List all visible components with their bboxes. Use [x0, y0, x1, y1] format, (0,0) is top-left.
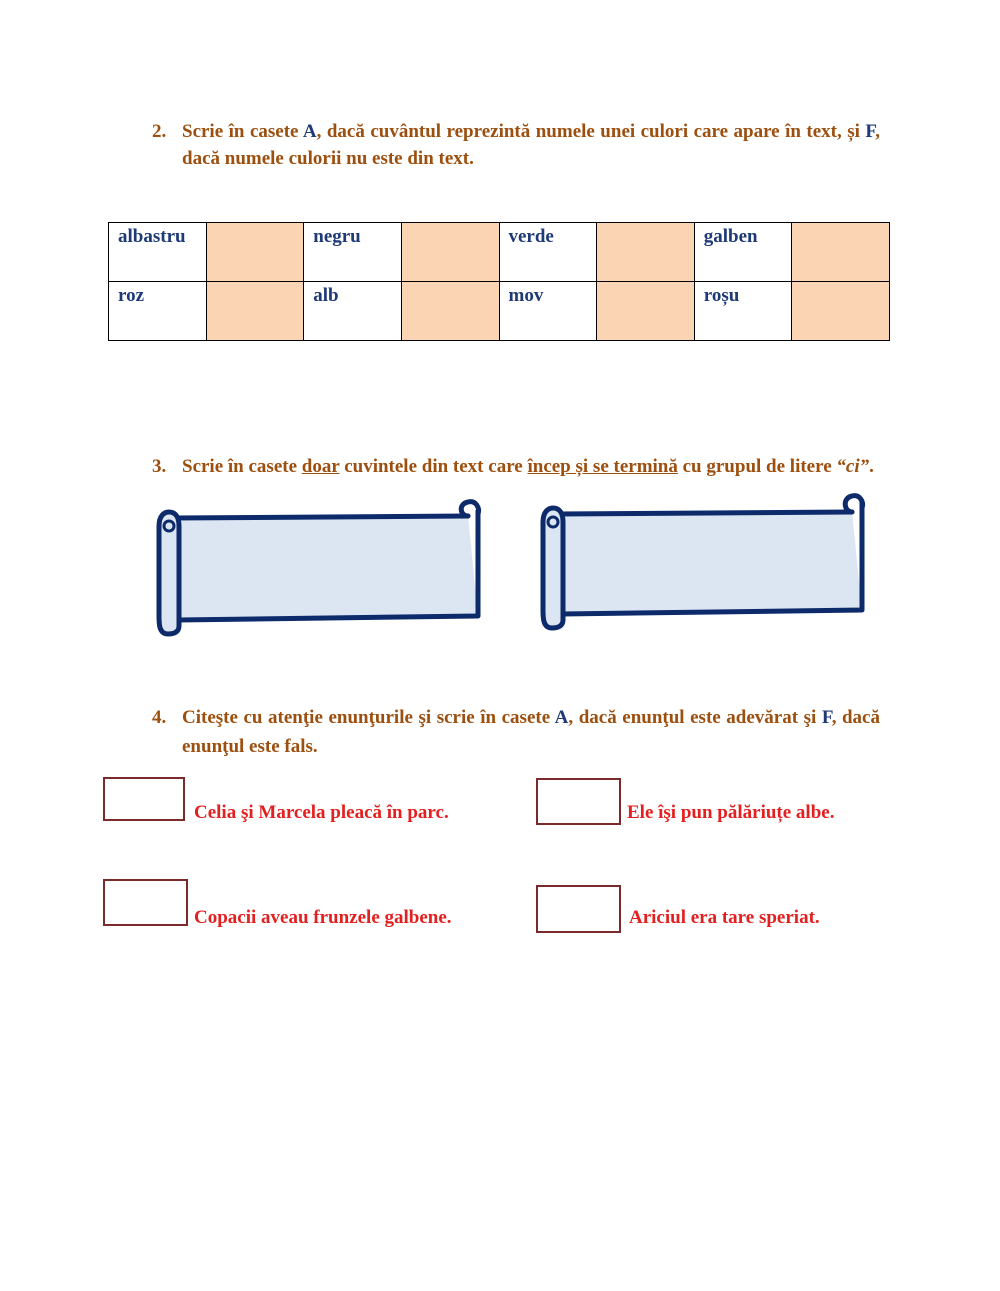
answer-box[interactable]	[206, 223, 304, 282]
question-number: 2.	[152, 121, 167, 142]
statement-2: Ele îşi pun pălăriuțe albe.	[627, 802, 835, 823]
question-2	[152, 118, 880, 172]
question-number: 3.	[152, 456, 167, 477]
answer-box[interactable]	[597, 223, 695, 282]
question-3	[152, 453, 880, 480]
answer-box[interactable]	[536, 778, 621, 825]
question-number: 4.	[152, 707, 167, 728]
answer-box[interactable]	[536, 885, 621, 933]
statement-3: Copacii aveau frunzele galbene.	[194, 907, 452, 928]
answer-box[interactable]	[597, 282, 695, 341]
question-4	[152, 703, 880, 761]
answer-box[interactable]	[792, 223, 890, 282]
colors-table	[108, 222, 890, 341]
question-text: Citeşte cu atenţie enunţurile şi scrie în casete A, dacă enunţul este adevărat şi F, dacă enunţul este fals.	[182, 707, 880, 757]
color-word-cell: verde	[499, 223, 597, 282]
question-text: Scrie în casete A, dacă cuvântul reprezintă numele unei culori care apare în text, și F, dacă numele culorii nu este din text.	[182, 121, 880, 169]
answer-box[interactable]	[206, 282, 304, 341]
table-row	[109, 282, 890, 341]
color-word-cell: galben	[694, 223, 792, 282]
color-word-cell: alb	[304, 282, 402, 341]
color-word-cell: mov	[499, 282, 597, 341]
scroll-answer-box-1[interactable]	[154, 496, 484, 641]
statement-4: Ariciul era tare speriat.	[629, 907, 820, 928]
table-row	[109, 223, 890, 282]
color-word-cell: roz	[109, 282, 207, 341]
answer-box[interactable]	[103, 879, 188, 926]
answer-box[interactable]	[792, 282, 890, 341]
answer-box[interactable]	[103, 777, 185, 821]
scroll-answer-box-2[interactable]	[538, 490, 868, 635]
answer-box[interactable]	[401, 223, 499, 282]
color-word-cell: roșu	[694, 282, 792, 341]
color-word-cell: negru	[304, 223, 402, 282]
question-text: Scrie în casete doar cuvintele din text care încep și se termină cu grupul de litere “ci”.	[182, 456, 874, 477]
color-word-cell: albastru	[109, 223, 207, 282]
statement-1: Celia şi Marcela pleacă în parc.	[194, 802, 449, 823]
answer-box[interactable]	[401, 282, 499, 341]
